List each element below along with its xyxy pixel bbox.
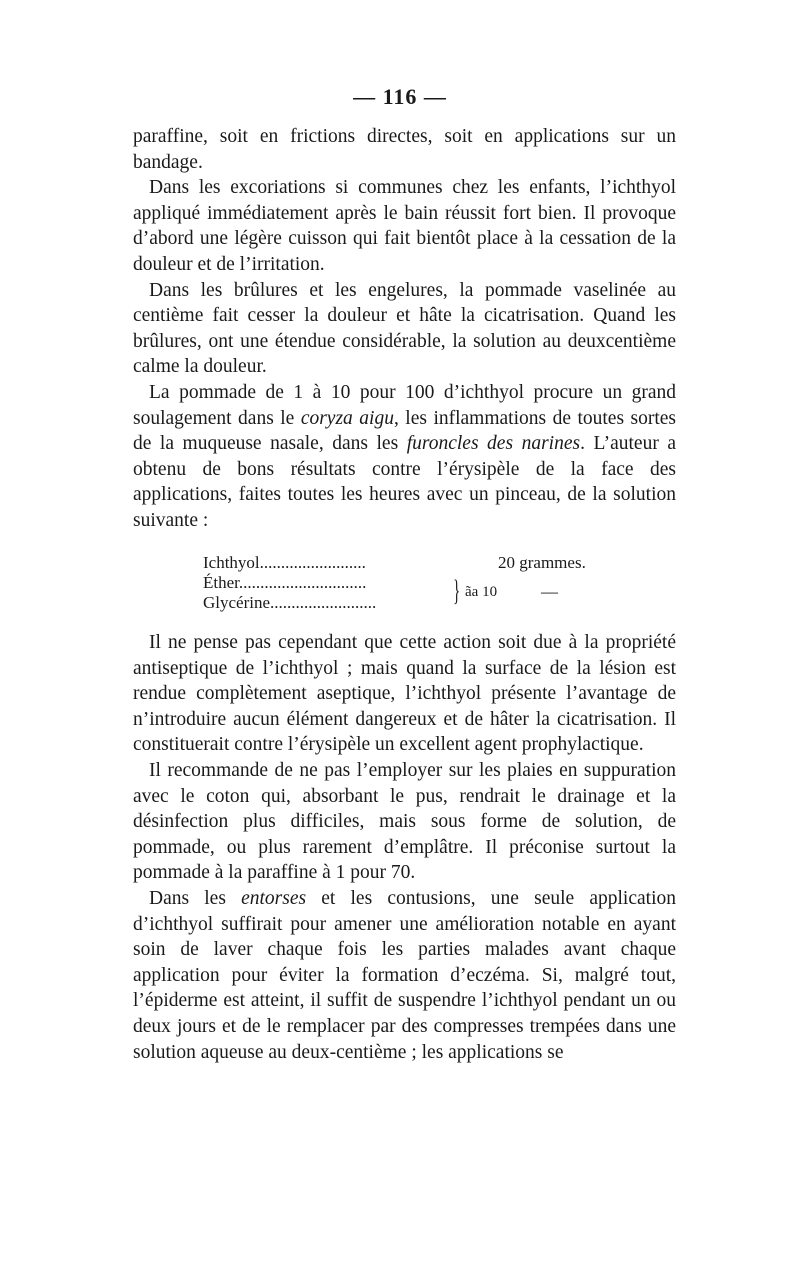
paragraph-pommade-part2: , les inflammations de toutes sortes de la muqueuse nasale, dans les xyxy=(133,407,677,455)
paragraph-excoriations: Dans les excoriations si communes chez les enfants, l’ichthyol appliqué immédiatement après le bain réussit fort bien. Il provoque d’abord une légère cuisson qui fait bientôt place à la cessation de la douleur et de l’irritation. xyxy=(133,177,676,275)
recipe-brace: } xyxy=(453,574,461,607)
paragraph-antiseptique: Il ne pense pas cependant que cette action soit due à la propriété antiseptique de l’ichthyol ; mais quand la surface de la lésion est rendue complètement aseptique, l’ichthyol présente l’avantage de n’introduire aucun élément dangereux et de hâter la cicatrisation. Il constituerait contre l’érysipèle un excellent agent prophylactique. xyxy=(133,632,676,756)
recipe-ingredient: Ichthyol......................... xyxy=(203,553,366,572)
paragraph-pommade-emphasis1: coryza aigu xyxy=(300,407,394,429)
recipe-row xyxy=(203,573,623,593)
paragraph-brulures: Dans les brûlures et les engelures, la pommade vaselinée au centième fait cesser la douleur et hâte la cicatrisation. Quand les brûlures, ont une étendue considérable, la solution au deuxcentième calme la douleur. xyxy=(133,279,676,378)
paragraph-suppuration: Il recommande de ne pas l’employer sur les plaies en suppuration avec le coton qui, absorbant le pus, rendrait le drainage et la désinfection plus difficiles, mais sous forme de solution, de pommade, ou plus rarement d’emplâtre. Il préconise surtout la pommade à la paraffine à 1 pour 70. xyxy=(133,759,676,884)
paragraph-pommade-part1: La pommade de 1 à 10 pour 100 d’ichthyol procure un grand soulagement dans le xyxy=(133,381,676,429)
page-number-header: — 116 — xyxy=(353,84,447,109)
recipe-ingredient: Glycérine......................... xyxy=(203,593,377,612)
paragraph-pommade-part3: . L’auteur a obtenu de bons résultats contre l’érysipèle de la face des applications, faites toutes les heures avec un pinceau, de la solution suivante : xyxy=(133,433,676,531)
paragraph-entorses xyxy=(133,886,676,1065)
paragraph-entorses-part2: et les contusions, une seule application d’ichthyol suffirait pour amener une amélioration notable en ayant soin de laver chaque fois les parties malades avant chaque application pour éviter la formation d’eczéma. Si, malgré tout, l’épiderme est atteint, il suffit de suspendre l’ichthyol pendant un ou deux jours et de le remplacer par des compresses trempées dans une solution aqueuse au deux-centième ; les applications se xyxy=(133,887,676,1063)
paragraph-pommade-emphasis2: furoncles des narines xyxy=(406,433,581,455)
recipe-shared-quantity: ãa 10 xyxy=(465,584,498,600)
paragraph-pommade xyxy=(133,380,676,534)
body-text-bottom xyxy=(133,630,676,1065)
paragraph-continued: paraffine, soit en frictions directes, soit en applications sur un bandage. xyxy=(133,126,676,173)
recipe-formula xyxy=(203,553,623,613)
recipe-row xyxy=(203,593,623,613)
recipe-quantity: 20 grammes. xyxy=(498,553,586,572)
paragraph-entorses-emphasis: entorses xyxy=(241,887,307,909)
paragraph-entorses-part1: Dans les xyxy=(149,887,242,909)
recipe-row xyxy=(203,553,623,573)
recipe-ingredient: Éther.............................. xyxy=(203,573,367,592)
body-text-top xyxy=(133,124,676,534)
recipe-shared-unit: — xyxy=(541,582,558,601)
